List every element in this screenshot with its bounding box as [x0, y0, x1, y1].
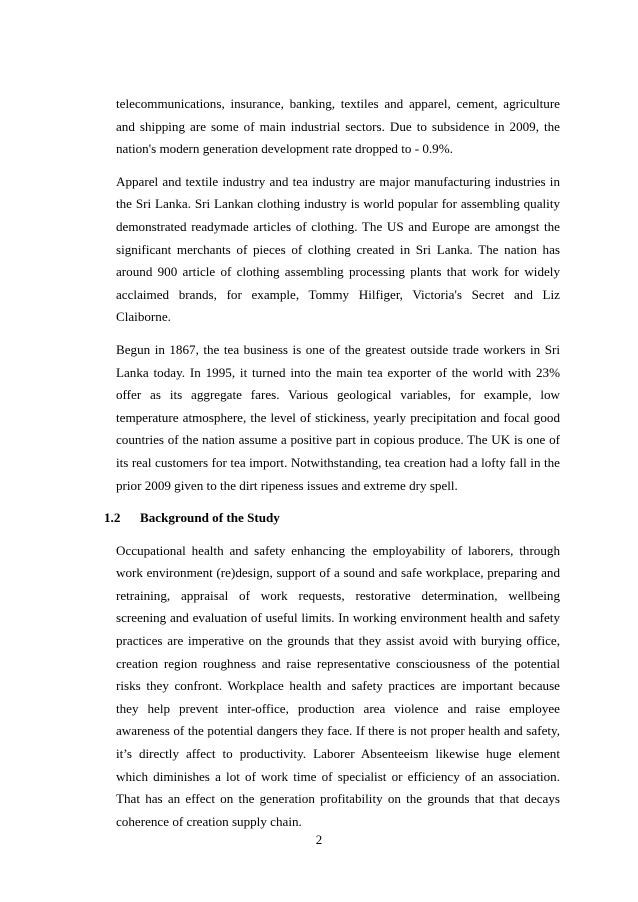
- page-body: [104, 93, 560, 843]
- section-heading: [104, 507, 560, 530]
- section-number: 1.2: [104, 510, 121, 526]
- paragraph-industrial-sectors: telecommunications, insurance, banking, textiles and apparel, cement, agriculture and shipping are some of main industrial sectors. Due to subsidence in 2009, the nation's modern generation development rate dropped to - 0.9%.: [116, 96, 560, 157]
- paragraph-apparel-industry: Apparel and textile industry and tea industry are major manufacturing industries in the Sri Lanka. Sri Lankan clothing industry is world popular for assembling quality demonstrated readymade articles of clothing. The US and Europe are amongst the significant merchants of pieces of clothing created in Sri Lanka. The nation has around 900 article of clothing assembling processing plants that work for widely acclaimed brands, for example, Tommy Hilfiger, Victoria's Secret and Liz Claiborne.: [116, 173, 560, 325]
- paragraph-tea-industry: Begun in 1867, the tea business is one of the greatest outside trade workers in Sri Lanka today. In 1995, it turned into the main tea exporter of the world with 23% offer as its aggregate fares. Various geological variables, for example, low temperature atmosphere, the level of stickiness, yearly precipitation and focal good countries of the nation assume a positive part in copious produce. The UK is one of its real customers for tea import. Notwithstanding, tea creation had a lofty fall in the prior 2009 given to the dirt ripeness issues and extreme dry spell.: [116, 341, 560, 493]
- section-title: Background of the Study: [140, 510, 280, 526]
- page-number: 2: [315, 832, 323, 847]
- paragraph-background-of-study: Occupational health and safety enhancing the employability of laborers, through work environment (re)design, support of a sound and safe workplace, preparing and retraining, appraisal of work requests, restorative determination, wellbeing screening and evaluation of useful limits. In working environment health and safety practices are imperative on the grounds that they assist avoid with burying office, creation region roughness and raise representative consciousness of the potential risks they confront. Workplace health and safety practices are important because they help prevent inter-office, production area violence and raise employee awareness of the potential dangers they face. If there is not proper health and safety, it’s directly affect to productivity. Laborer Absenteeism likewise huge element which diminishes a lot of work time of specialist or efficiency of an association. That has an effect on the generation profitability on the grounds that that decays coherence of creation supply chain.: [116, 542, 560, 829]
